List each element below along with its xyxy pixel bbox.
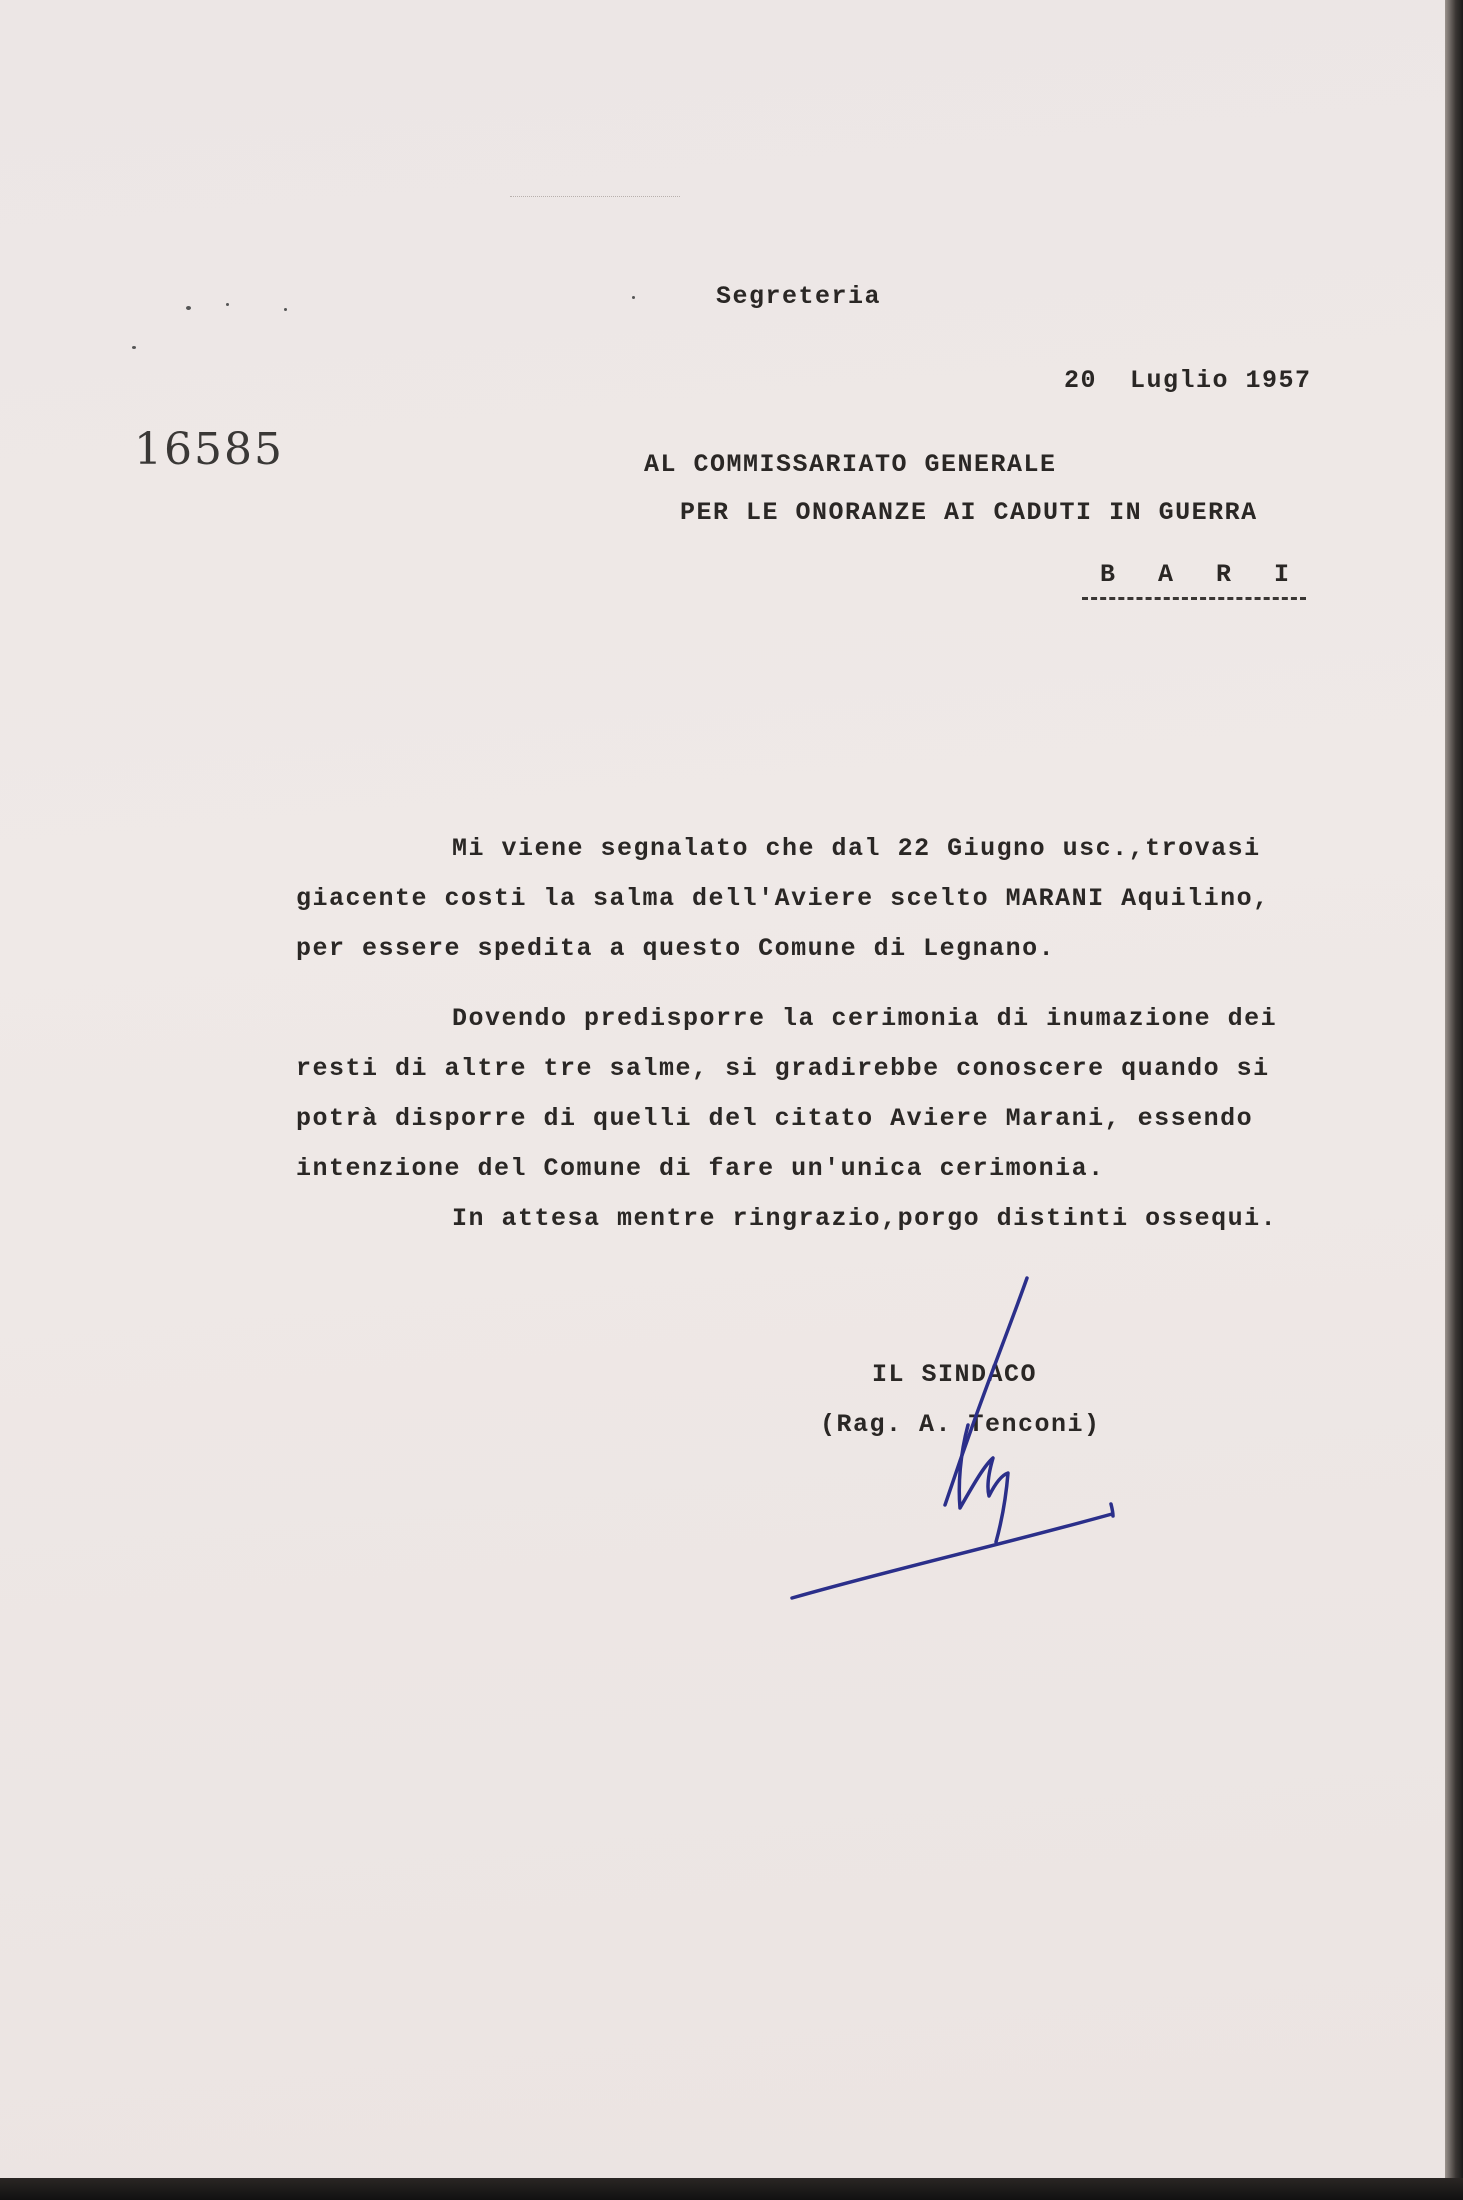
recipient-line-2: PER LE ONORANZE AI CADUTI IN GUERRA [680,498,1258,527]
closing-title: IL SINDACO [872,1360,1038,1389]
page-bottom-shadow [0,2178,1463,2200]
speck [186,306,191,310]
speck [132,346,136,349]
handwritten-signature [780,1270,1130,1610]
recipient-line-1: AL COMMISSARIATO GENERALE [644,450,1057,479]
body-p1-line1: Mi viene segnalato che dal 22 Giugno usc.,trovasi [452,834,1261,863]
protocol-number-stamp: 16585 [134,424,284,475]
letter-date: 20 Luglio 1957 [1064,366,1312,395]
department-label: Segreteria [716,282,882,311]
closing-name: (Rag. A. Tenconi) [820,1410,1101,1439]
body-p2-line4: intenzione del Comune di fare un'unica cerimonia. [296,1154,1105,1183]
body-p1-line3: per essere spedita a questo Comune di Legnano. [296,934,1056,963]
fold-mark [510,196,680,197]
body-p1-line2: giacente costi la salma dell'Aviere scelto MARANI Aquilino, [296,884,1270,913]
page-edge-shadow [1445,0,1463,2200]
speck [226,303,229,306]
body-p3-line1: In attesa mentre ringrazio,porgo distinti ossequi. [452,1204,1278,1233]
speck [632,296,635,299]
speck [284,308,287,311]
recipient-city: B A R I [1100,560,1304,589]
body-p2-line1: Dovendo predisporre la cerimonia di inumazione dei [452,1004,1278,1033]
body-p2-line2: resti di altre tre salme, si gradirebbe conoscere quando si [296,1054,1270,1083]
city-underline [1082,597,1306,600]
body-p2-line3: potrà disporre di quelli del citato Aviere Marani, essendo [296,1104,1254,1133]
